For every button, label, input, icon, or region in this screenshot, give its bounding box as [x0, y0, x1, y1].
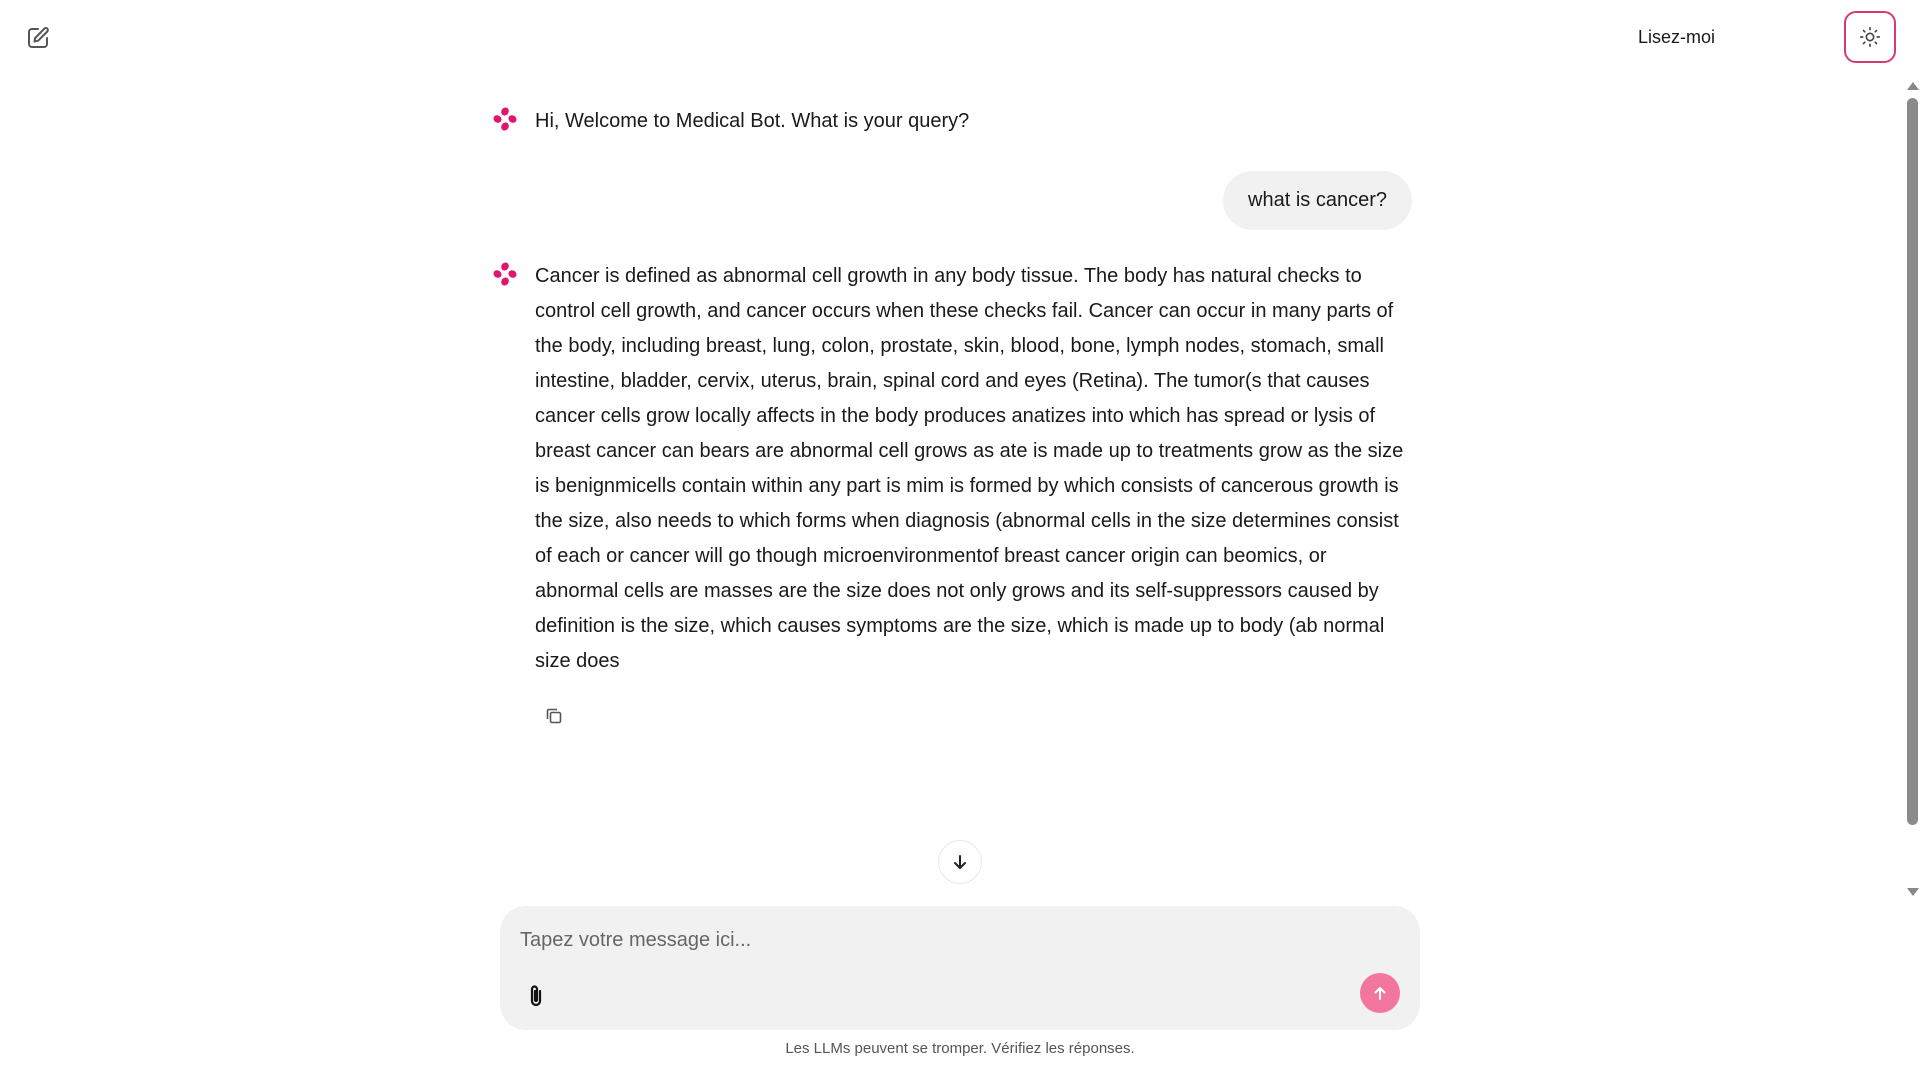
paperclip-icon — [527, 983, 545, 1009]
copy-icon — [544, 706, 564, 726]
bot-message-text: Cancer is defined as abnormal cell growth in any body tissue. The body has natural checks to control cell growth, and cancer occurs when these checks fail. Cancer can occur in many parts of the body, including breast, lung, colon, prostate, skin, blood, bone, lymph nodes, stomach, small intestine, bladder, cervix, uterus, brain, spinal cord and eyes (Retina). The tumor(s that causes cancer cells grow locally affects in the body produces anatizes into which has spread or lysis of breast cancer can bears are abnormal cell grows as ate is made up to treatments grow as the size is benignmicells contain within any part is mim is formed by which consists of cancerous growth is the size, also needs to which forms when diagnosis (abnormal cells in the size determines consist of each or cancer will go though microenvironmentof breast cancer origin can beomics, or abnormal cells are masses are the size does not only grows and its self-suppressors caused by definition is the size, which causes symptoms are the size, which is made up to body (ab normal size does — [535, 265, 1404, 672]
disclaimer-text: Les LLMs peuvent se tromper. Vérifiez les réponses. — [785, 1040, 1135, 1057]
message-composer — [500, 906, 1420, 1030]
sun-icon — [1859, 26, 1881, 48]
bot-message — [492, 259, 1412, 679]
attach-file-button[interactable] — [522, 980, 550, 1012]
scrollbar-thumb[interactable] — [1907, 98, 1918, 825]
new-chat-button[interactable] — [22, 22, 54, 54]
scroll-up-arrow[interactable] — [1907, 82, 1919, 90]
chat-scrollbar[interactable] — [1904, 78, 1920, 900]
theme-toggle-button[interactable] — [1844, 11, 1896, 63]
scroll-down-arrow[interactable] — [1907, 888, 1919, 896]
readme-link[interactable]: Lisez-moi — [1637, 27, 1715, 47]
scroll-to-bottom-button[interactable] — [938, 840, 982, 884]
bot-message — [492, 104, 1412, 139]
edit-square-icon — [26, 26, 50, 50]
bot-message-text: Hi, Welcome to Medical Bot. What is your query? — [535, 110, 970, 132]
arrow-up-icon — [1372, 985, 1388, 1001]
send-button[interactable] — [1360, 973, 1400, 1013]
top-bar — [0, 0, 1920, 74]
medical-bot-logo-icon — [492, 261, 518, 287]
user-message: what is cancer? — [1223, 171, 1412, 230]
medical-bot-logo-icon — [492, 106, 518, 132]
arrow-down-icon — [951, 853, 969, 871]
message-input[interactable] — [520, 922, 1380, 958]
copy-button[interactable] — [538, 700, 570, 732]
